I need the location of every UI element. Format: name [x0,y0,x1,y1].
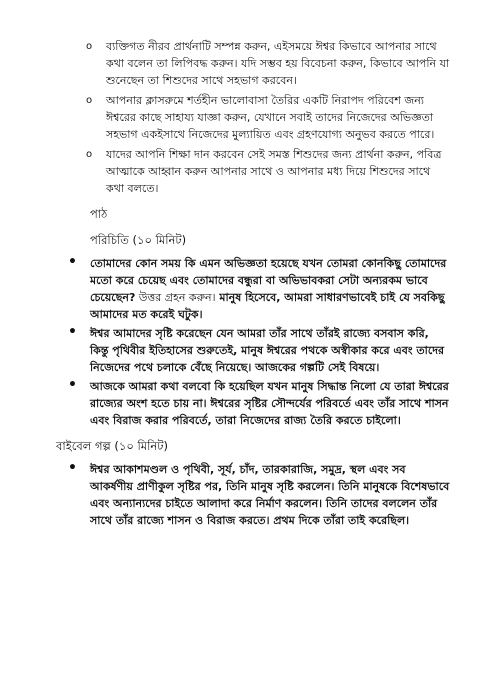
introduction-item [68,255,451,323]
bible-story-list [68,461,451,529]
preparation-item: o যাদের আপনি শিক্ষা দান করবেন সেই সমস্ত শিশুদের জন্য প্রার্থনা করুন, পবিত্র আত্মাকে আহ্বান করুন আপনার সাথে ও আপনার মধ্য দিয়ে শিশুদের সাথে কথা বলতে। [86,146,451,197]
introduction-text: আজকে আমরা কথা বলবো কি হয়েছিল যখন মানুষ সিদ্ধান্ত নিলো যে তারা ঈশ্বরের রাজ্যের অংশ হতে চায় না। ঈশ্বরের সৃষ্টির সৌন্দর্যের পরিবর্তে এবং তাঁর সাথে শাসন এবং বিরাজ করার পরিবর্তে, তারা নিজেদের রাজ্য তৈরি করতে চাইলো। [90,380,449,427]
introduction-heading: পরিচিতি (১০ মিনিট) [90,233,187,247]
bible-story-item: • ঈশ্বর আকাশমণ্ডল ও পৃথিবী, সূর্য, চাঁদ, তারকারাজি, সমুদ্র, স্থল এবং সব আকর্ষণীয় প্রাণীকুল সৃষ্টির পর, তিনি মানুষ সৃষ্টি করলেন। তিনি মানুষকে বিশেষভাবে এবং অন্যান্যদের চাইতে আলাদা করে নির্মাণ করলেন। তিনি তাদের বললেন তাঁর সাথে তাঁর রাজ্যে শাসন ও বিরাজ করতে। প্রথম দিকে তাঁরা তাই করেছিল। [68,461,451,529]
introduction-item [68,325,451,376]
introduction-item [68,378,451,429]
preparation-item: o ব্যক্তিগত নীরব প্রার্থনাটি সম্পন্ন করুন, এইসময়ে ঈশ্বর কিভাবে আপনার সাথে কথা বলেন তা লিপিবদ্ধ করুন। যদি সম্ভব হয় বিবেচনা করুন, কিভাবে আপনি যা শুনেছেন তা শিশুদের সাথে সহভাগ করবেন। [86,38,451,89]
preparation-list [86,38,451,197]
introduction-question: তোমাদের কোন সময় কি এমন অভিজ্ঞতা হয়েছে যখন তোমরা কোনকিছু তোমাদের মতো করে চেয়েছ এবং তোমাদের বন্ধুরা বা অভিভাবকরা সেটা অন্যরকম ভাবে চেয়েছেন? [90,257,447,304]
bible-story-heading: বাইবেল গল্প (১০ মিনিট) [56,439,169,453]
response-instruction: উত্তর গ্রহন করুন। [135,291,216,304]
introduction-list [68,255,451,429]
introduction-statement: মানুষ হিসেবে, আমরা সাধারণভাবেই চাই যে সবকিছু আমাদের মত করেই ঘটুক। [90,291,445,321]
lesson-heading: পাঠ [90,207,108,221]
introduction-text: ঈশ্বর আমাদের সৃষ্টি করেছেন যেন আমরা তাঁর সাথে তাঁরই রাজ্যে বসবাস করি, কিন্তু পৃথিবীর ইতিহাসের শুরুতেই, মানুষ ঈশ্বরের পথকে অস্বীকার করে এবং তাদের নিজেদের পথে চলাকে বেঁছে নিয়েছে। আজকের গল্পটি সেই বিষয়ে। [90,327,445,374]
preparation-item: o আপনার ক্লাসরুমে শর্তহীন ভালোবাসা তৈরির একটি নিরাপদ পরিবেশ জন্য ঈশ্বরের কাছে সাহায্য যাজ্ঞা করুন, যেখানে সবাই তাদের নিজেদের অভিজ্ঞতা সহভাগ একইসাথে নিজেদের মুল্যায়িত এবং গ্রহণযোগ্য অনুভব করতে পারে। [86,92,451,143]
